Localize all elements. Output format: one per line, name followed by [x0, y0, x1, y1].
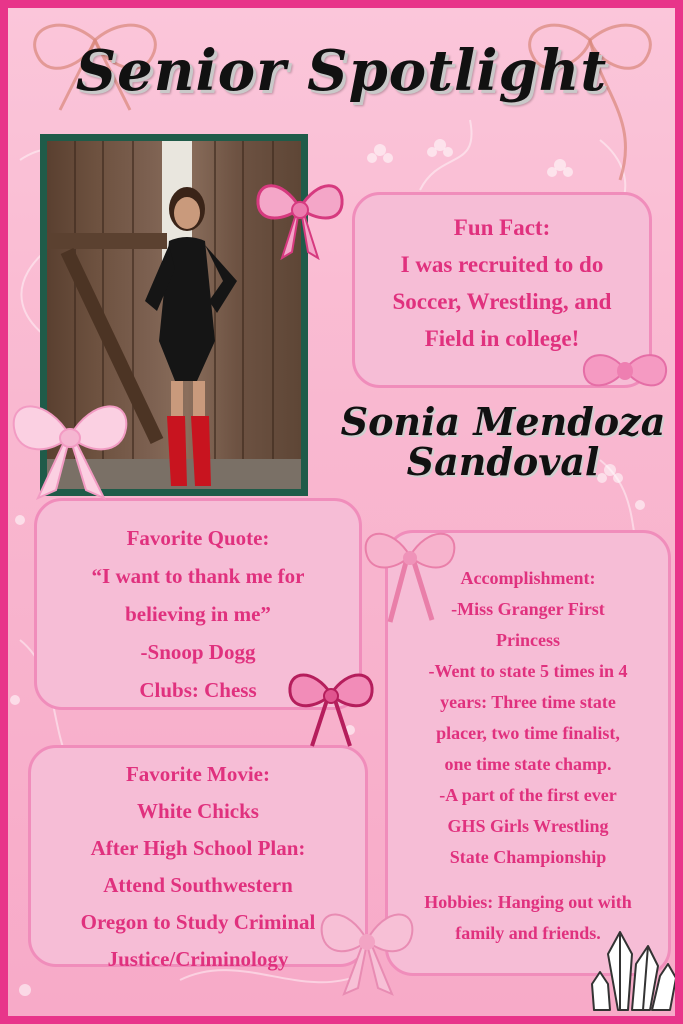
bow-icon: [252, 168, 348, 260]
bow-icon: [360, 520, 460, 624]
accomplishment-line: placer, two time finalist,: [436, 723, 620, 743]
bow-icon: [8, 394, 132, 500]
accomplishment-line: years: Three time state: [440, 692, 616, 712]
fun-fact-line: Field in college!: [424, 326, 580, 351]
quote-line: “I want to thank me for: [91, 564, 305, 588]
fun-fact-heading: Fun Fact:: [453, 215, 551, 240]
accomplishment-line: -A part of the first ever: [439, 785, 617, 805]
plan-line: Attend Southwestern: [103, 873, 293, 897]
accomplishment-line: Princess: [496, 630, 560, 650]
plan-heading: After High School Plan:: [90, 836, 306, 860]
plan-line: Oregon to Study Criminal: [80, 910, 316, 934]
accomplishment-line: GHS Girls Wrestling: [447, 816, 609, 836]
crystal-icon: [588, 924, 678, 1014]
hobbies-line: family and friends.: [455, 923, 601, 943]
bow-icon: [284, 664, 378, 748]
accomplishment-line: -Miss Granger First: [451, 599, 605, 619]
clubs-text: Clubs: Chess: [139, 678, 257, 702]
accomplishment-line: -Went to state 5 times in 4: [428, 661, 628, 681]
accomplishment-heading: Accomplishment:: [460, 568, 596, 588]
quote-heading: Favorite Quote:: [126, 526, 270, 550]
quote-author: -Snoop Dogg: [140, 640, 256, 664]
page-title: Senior Spotlight: [75, 38, 608, 104]
bow-icon: [316, 900, 418, 996]
plan-line: Justice/Criminology: [107, 947, 289, 971]
bow-icon: [580, 342, 670, 400]
movie-heading: Favorite Movie:: [125, 762, 271, 786]
accomplishment-line: one time state champ.: [444, 754, 612, 774]
hobbies-line: Hobbies: Hanging out with: [424, 892, 632, 912]
senior-name: [328, 399, 678, 484]
senior-name-line2: Sandoval: [406, 439, 600, 484]
movie-title: White Chicks: [137, 799, 259, 823]
quote-line: believing in me”: [125, 602, 271, 626]
accomplishment-line: State Championship: [449, 847, 607, 867]
fun-fact-line: Soccer, Wrestling, and: [392, 289, 612, 314]
senior-name-line1: Sonia Mendoza: [340, 399, 666, 444]
fun-fact-line: I was recruited to do: [400, 252, 604, 277]
